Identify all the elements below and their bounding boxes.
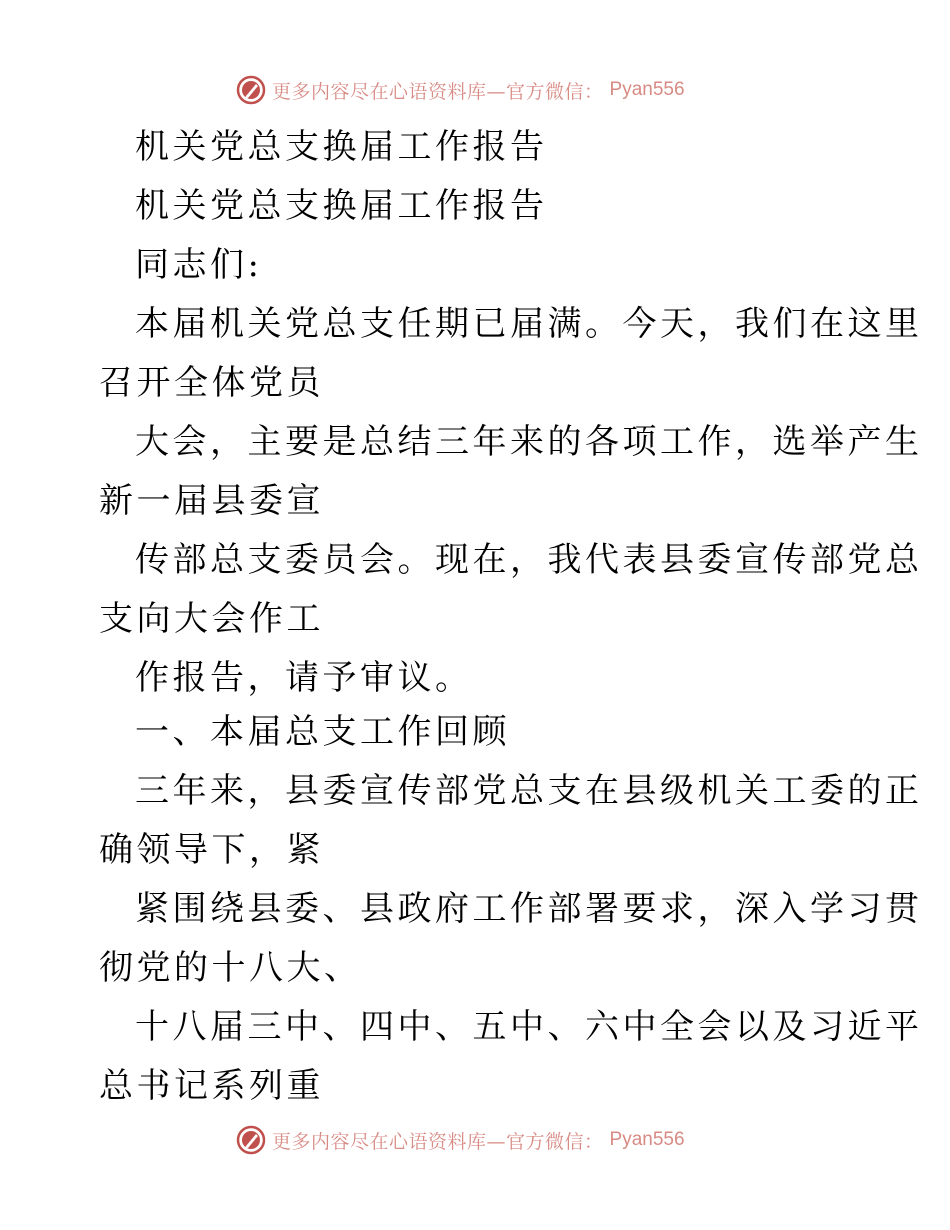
doc-line-salutation: 同志们: — [135, 245, 263, 285]
doc-line-title-repeat: 机关党总支换届工作报告 — [135, 186, 548, 226]
header-watermark — [236, 73, 716, 107]
doc-line-title: 机关党总支换届工作报告 — [135, 127, 548, 167]
watermark-text: 更多内容尽在心语资料库—官方微信： — [272, 1130, 604, 1153]
watermark-wechat-id: Pyan556 — [609, 79, 685, 100]
doc-line: 十八届三中、四中、五中、六中全会以及习近平 — [135, 1007, 923, 1047]
pen-logo-icon — [236, 75, 266, 105]
doc-line: 支向大会作工 — [99, 599, 324, 639]
doc-line-section-heading: 一、本届总支工作回顾 — [135, 712, 510, 752]
doc-line: 作报告，请予审议。 — [135, 658, 473, 698]
doc-line: 本届机关党总支任期已届满。今天，我们在这里 — [135, 304, 923, 344]
doc-line: 大会，主要是总结三年来的各项工作，选举产生 — [135, 422, 923, 462]
watermark-wechat-id: Pyan556 — [609, 1129, 685, 1150]
doc-line: 总书记系列重 — [99, 1066, 324, 1106]
footer-watermark — [236, 1123, 716, 1157]
doc-line: 彻党的十八大、 — [99, 948, 362, 988]
doc-line: 传部总支委员会。现在，我代表县委宣传部党总 — [135, 540, 923, 580]
doc-line: 确领导下，紧 — [99, 830, 324, 870]
doc-line: 三年来，县委宣传部党总支在县级机关工委的正 — [135, 771, 923, 811]
watermark-text: 更多内容尽在心语资料库—官方微信： — [272, 80, 604, 103]
doc-line: 紧围绕县委、县政府工作部署要求，深入学习贯 — [135, 889, 923, 929]
doc-line: 新一届县委宣 — [99, 481, 324, 521]
doc-line: 召开全体党员 — [99, 363, 324, 403]
pen-logo-icon — [236, 1125, 266, 1155]
